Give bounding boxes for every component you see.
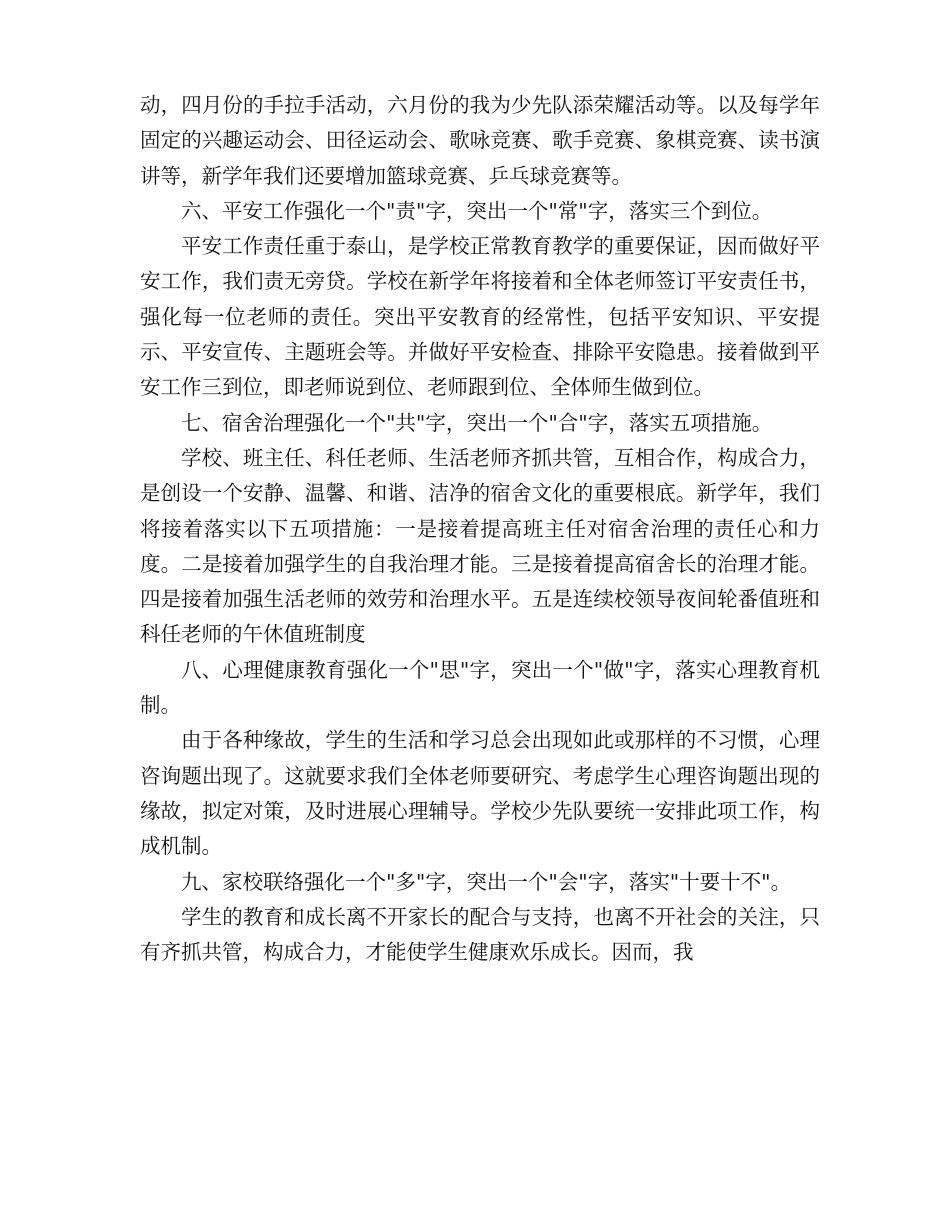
heading-mental-health: 八、心理健康教育强化一个"思"字，突出一个"做"字，落实心理教育机制。 — [140, 657, 820, 718]
paragraph-safety-work: 平安工作责任重于泰山，是学校正常教育教学的重要保证，因而做好平安工作，我们责无旁贷。学校在新学年将接着和全体老师签订平安责任书，强化每一位老师的责任。突出平安教育的经常性，包括平安知识、平安提示、平安宣传、主题班会等。并做好平安检查、排除平安隐患。接着做到平安工作三到位，即老师说到位、老师跟到位、全体师生做到位。 — [140, 234, 820, 400]
heading-dormitory-management: 七、宿舍治理强化一个"共"字，突出一个"合"字，落实五项措施。 — [181, 410, 773, 435]
heading-safety-work: 六、平安工作强化一个"责"字，突出一个"常"字，落实三个到位。 — [181, 198, 773, 223]
heading-home-school-contact: 九、家校联络强化一个"多"字，突出一个"会"字，落实"十要十不"。 — [181, 869, 792, 894]
paragraph-mental-health: 由于各种缘故，学生的生活和学习总会出现如此或那样的不习惯，心理咨询题出现了。这就要求我们全体老师要研究、考虑学生心理咨询题出现的缘故，拟定对策，及时进展心理辅导。学校少先队要统一安排此项工作，构成机制。 — [140, 728, 820, 859]
paragraph-home-school-contact: 学生的教育和成长离不开家长的配合与支持，也离不开社会的关注，只有齐抓共管，构成合力，才能使学生健康欢乐成长。因而，我 — [140, 904, 820, 965]
paragraph-dormitory-management: 学校、班主任、科任老师、生活老师齐抓共管，互相合作，构成合力，是创设一个安静、温馨、和谐、洁净的宿舍文化的重要根底。新学年，我们将接着落实以下五项措施：一是接着提高班主任对宿舍治理的责任心和力度。二是接着加强学生的自我治理才能。三是接着提高宿舍长的治理才能。四是接着加强生活老师的效劳和治理水平。五是连续校领导夜间轮番值班和科任老师的午休值班制度 — [140, 445, 820, 647]
document-body — [140, 88, 820, 970]
paragraph-activities-continued: 动，四月份的手拉手活动，六月份的我为少先队添荣耀活动等。以及每学年固定的兴趣运动会、田径运动会、歌咏竞赛、歌手竞赛、象棋竞赛、读书演讲等，新学年我们还要增加篮球竞赛、乒乓球竞赛等。 — [140, 93, 820, 188]
